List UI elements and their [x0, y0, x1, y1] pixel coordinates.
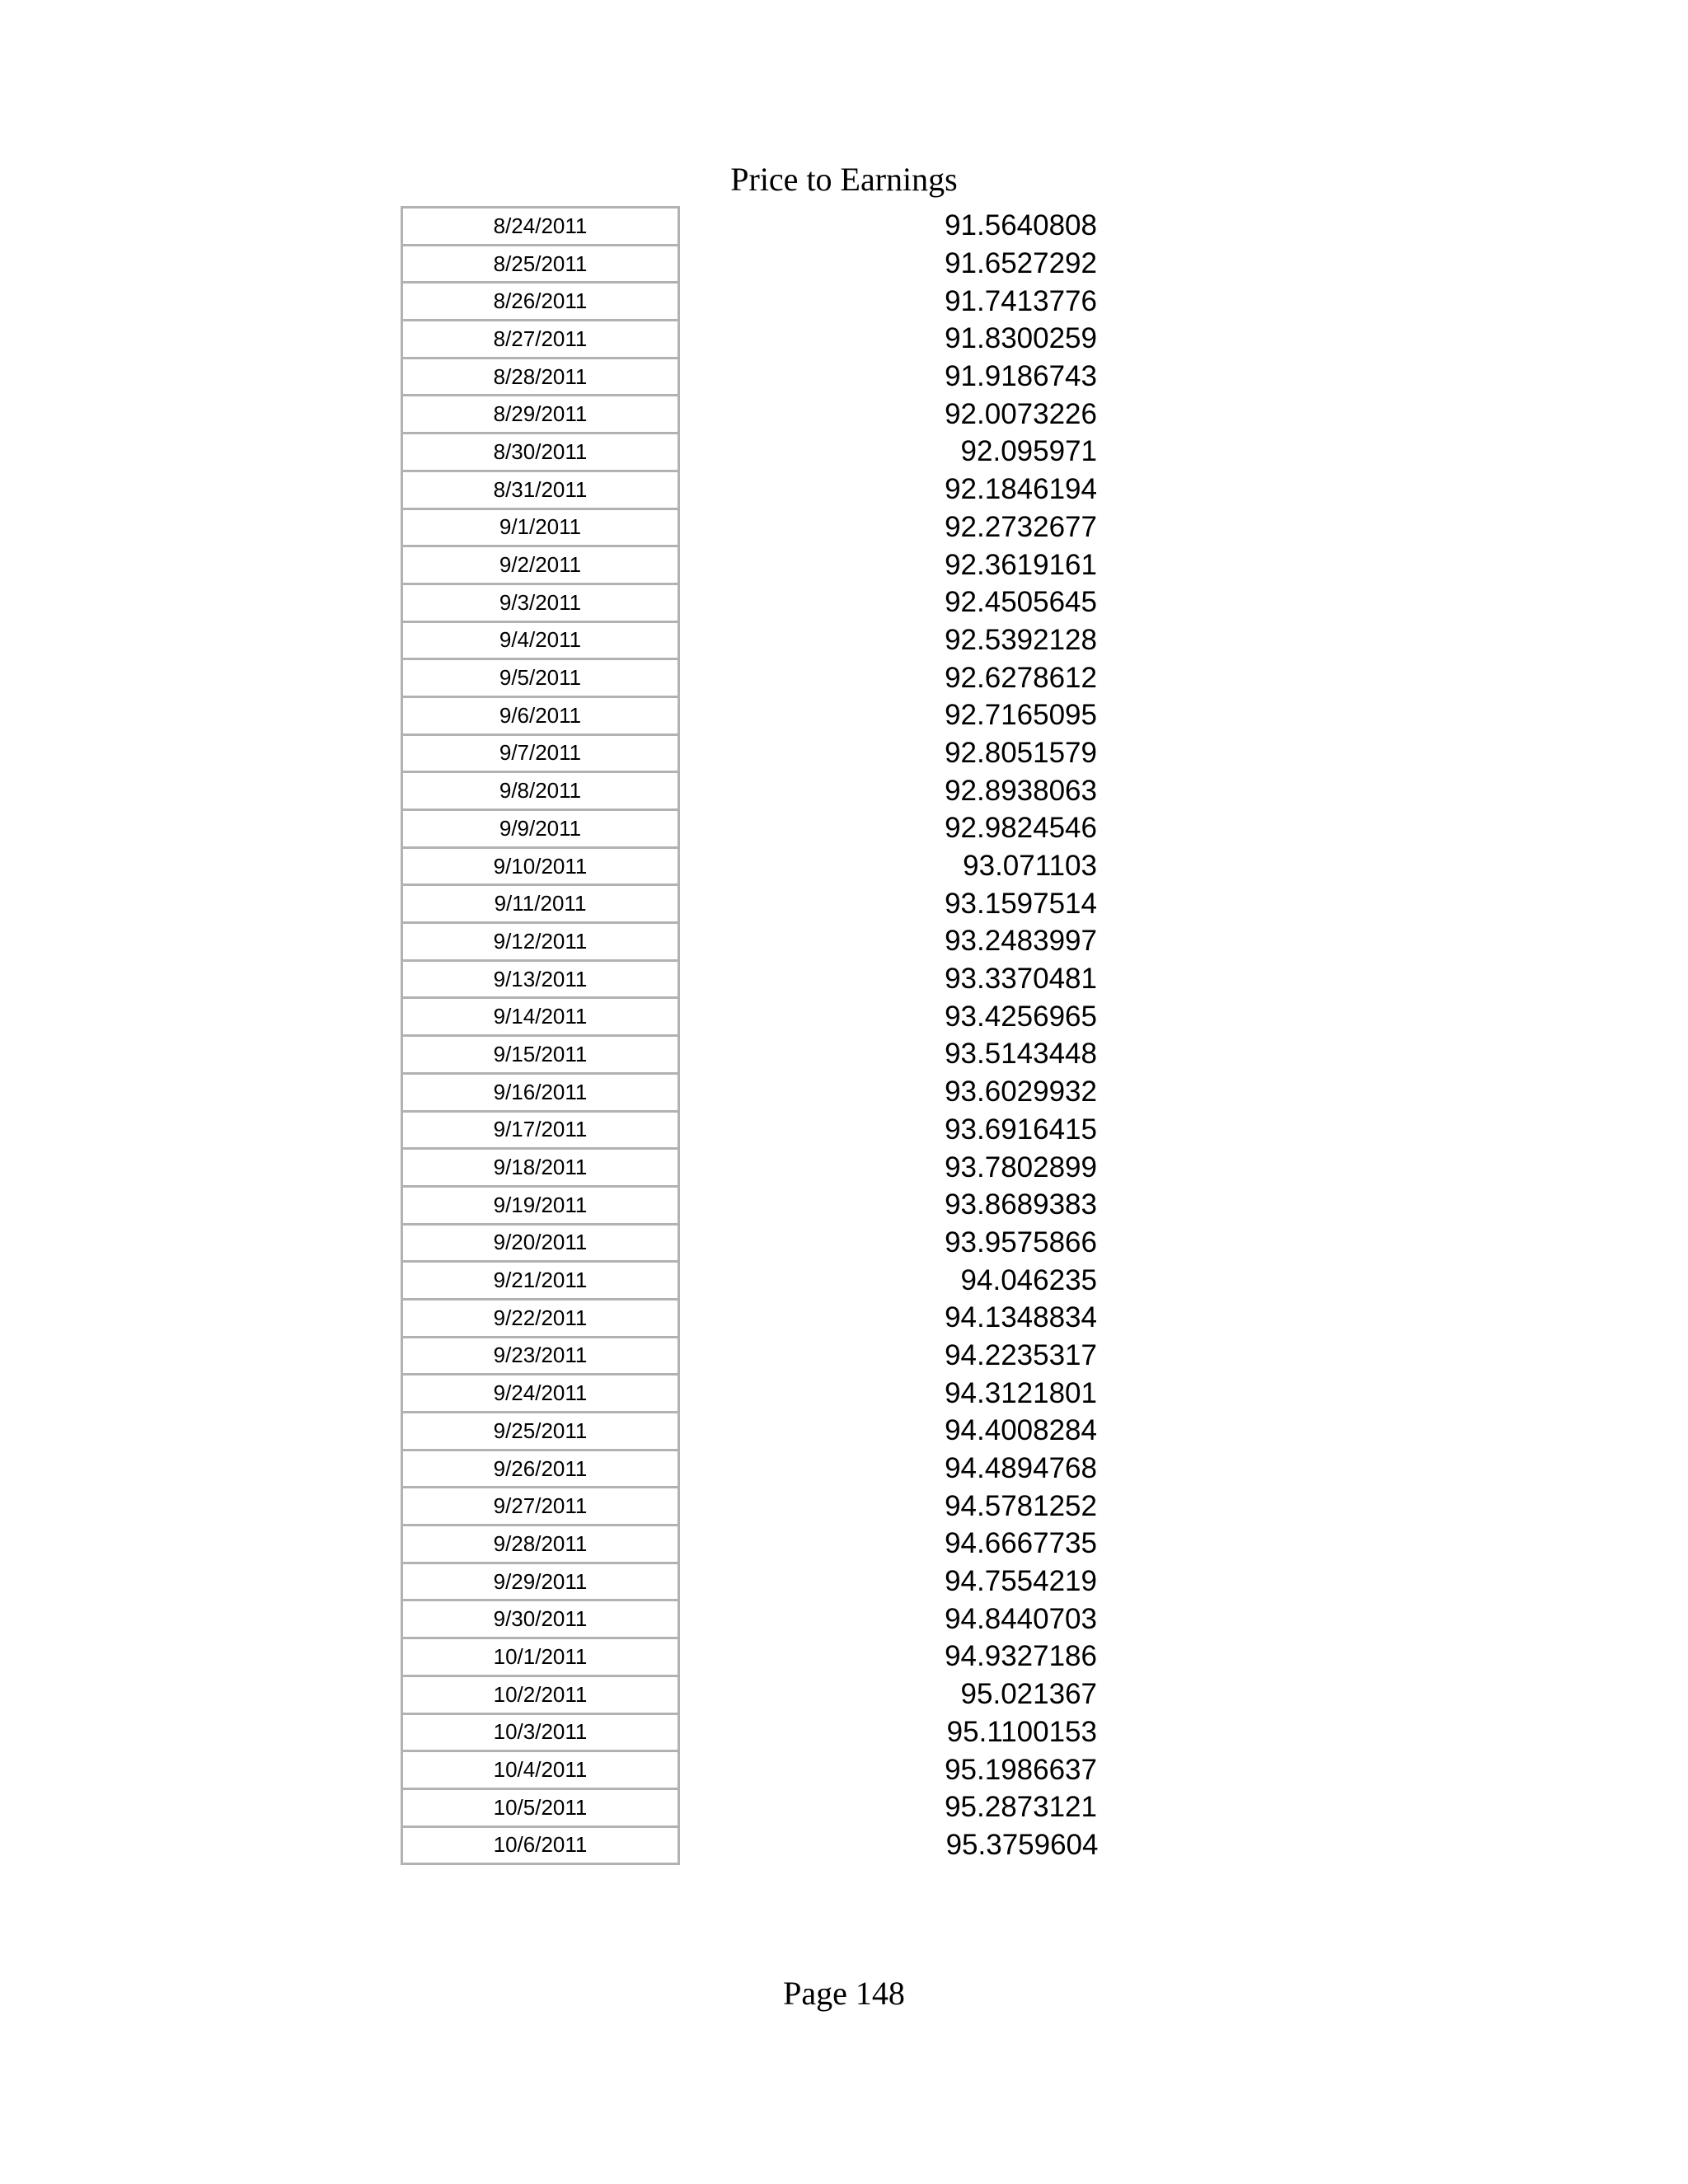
pe-value: 91.8300259: [945, 322, 1097, 355]
pe-value: 94.4008284: [945, 1414, 1097, 1447]
table-row: [402, 1751, 1301, 1789]
table-row: [402, 396, 1301, 434]
pe-value: 91.6527292: [945, 247, 1097, 280]
pe-value: 93.6029932: [945, 1076, 1097, 1108]
pe-value-cell: [679, 772, 1301, 810]
pe-value-cell: [679, 1186, 1301, 1224]
pe-value: 95.1986637: [945, 1753, 1097, 1786]
date-cell: 9/14/2011: [402, 998, 679, 1036]
pe-value-cell: [679, 1111, 1301, 1149]
pe-value: 94.5781252: [945, 1489, 1097, 1522]
pe-value-cell: [679, 1262, 1301, 1300]
pe-table: [401, 206, 1302, 1865]
table-row: [402, 734, 1301, 772]
table-row: [402, 1450, 1301, 1488]
pe-value-cell: [679, 1036, 1301, 1074]
date-cell: 9/26/2011: [402, 1450, 679, 1488]
table-row: [402, 1788, 1301, 1826]
pe-value: 91.5640808: [945, 209, 1097, 242]
table-row: [402, 1488, 1301, 1526]
table-row: [402, 1111, 1301, 1149]
table-row: [402, 1375, 1301, 1413]
pe-value: 92.0073226: [945, 397, 1097, 430]
date-cell: 8/31/2011: [402, 471, 679, 509]
pe-value-cell: [679, 1299, 1301, 1337]
pe-value-cell: [679, 1601, 1301, 1638]
pe-value-cell: [679, 1488, 1301, 1526]
date-cell: 9/9/2011: [402, 810, 679, 848]
date-cell: 10/3/2011: [402, 1713, 679, 1751]
pe-value-cell: [679, 1563, 1301, 1601]
pe-value: 94.6667735: [945, 1527, 1097, 1560]
table-row: [402, 1149, 1301, 1187]
pe-value-cell: [679, 358, 1301, 396]
table-row: [402, 1073, 1301, 1111]
date-cell: 9/1/2011: [402, 509, 679, 546]
date-cell: 8/25/2011: [402, 245, 679, 283]
pe-value-cell: [679, 960, 1301, 998]
page-number: Page 148: [783, 1975, 905, 2012]
pe-value: 92.2732677: [945, 510, 1097, 543]
pe-value-cell: [679, 1375, 1301, 1413]
pe-value: 95.1100153: [946, 1715, 1097, 1748]
date-cell: 9/5/2011: [402, 659, 679, 697]
date-cell: 9/17/2011: [402, 1111, 679, 1149]
table-row: [402, 1826, 1301, 1864]
date-cell: 9/30/2011: [402, 1601, 679, 1638]
table-row: [402, 1713, 1301, 1751]
date-cell: 9/23/2011: [402, 1337, 679, 1375]
pe-value: 92.7165095: [945, 699, 1097, 732]
date-cell: 9/11/2011: [402, 885, 679, 923]
pe-value-cell: [679, 1675, 1301, 1713]
pe-value: 95.021367: [960, 1678, 1097, 1711]
pe-value-cell: [679, 509, 1301, 546]
pe-value-cell: [679, 283, 1301, 321]
pe-value: 92.9824546: [945, 812, 1097, 845]
pe-value: 93.7802899: [945, 1151, 1097, 1183]
date-cell: 9/25/2011: [402, 1413, 679, 1451]
table-row: [402, 1036, 1301, 1074]
date-cell: 9/15/2011: [402, 1036, 679, 1074]
date-cell: 10/2/2011: [402, 1675, 679, 1713]
table-row: [402, 1526, 1301, 1563]
date-cell: 9/18/2011: [402, 1149, 679, 1187]
pe-value-cell: [679, 734, 1301, 772]
pe-value-cell: [679, 1788, 1301, 1826]
pe-value: 93.8689383: [945, 1188, 1097, 1221]
pe-value: 93.4256965: [945, 1000, 1097, 1033]
date-cell: 8/28/2011: [402, 358, 679, 396]
pe-value-cell: [679, 583, 1301, 621]
date-cell: 8/24/2011: [402, 208, 679, 246]
pe-value-cell: [679, 696, 1301, 734]
date-cell: 9/6/2011: [402, 696, 679, 734]
pe-value: 93.5143448: [945, 1038, 1097, 1071]
pe-value: 92.8938063: [945, 774, 1097, 807]
pe-value: 95.3759604: [945, 1828, 1099, 1861]
pe-value: 93.6916415: [945, 1113, 1097, 1146]
table-row: [402, 1186, 1301, 1224]
pe-value-cell: [679, 1450, 1301, 1488]
pe-value: 93.3370481: [945, 963, 1097, 996]
table-row: [402, 1563, 1301, 1601]
date-cell: 8/29/2011: [402, 396, 679, 434]
pe-value-cell: [679, 923, 1301, 961]
pe-value: 93.071103: [963, 850, 1097, 883]
pe-value-cell: [679, 885, 1301, 923]
pe-value: 91.7413776: [945, 284, 1097, 317]
page-title: Price to Earnings: [730, 161, 958, 198]
date-cell: 9/4/2011: [402, 621, 679, 659]
pe-value: 94.2235317: [945, 1338, 1097, 1371]
pe-value-cell: [679, 1713, 1301, 1751]
pe-value: 92.6278612: [945, 661, 1097, 694]
date-cell: 10/4/2011: [402, 1751, 679, 1789]
date-cell: 9/13/2011: [402, 960, 679, 998]
pe-value: 92.095971: [960, 435, 1097, 468]
pe-value: 91.9186743: [945, 360, 1097, 393]
date-cell: 9/3/2011: [402, 583, 679, 621]
date-cell: 9/27/2011: [402, 1488, 679, 1526]
table-row: [402, 1299, 1301, 1337]
table-body: [402, 208, 1301, 1864]
table-row: [402, 583, 1301, 621]
pe-value: 93.1597514: [945, 887, 1097, 920]
table-row: [402, 772, 1301, 810]
table-row: [402, 659, 1301, 697]
date-cell: 8/27/2011: [402, 321, 679, 359]
table-row: [402, 546, 1301, 584]
date-cell: 9/7/2011: [402, 734, 679, 772]
date-cell: 9/29/2011: [402, 1563, 679, 1601]
pe-value-cell: [679, 1826, 1301, 1864]
pe-value: 93.9575866: [945, 1226, 1097, 1258]
date-cell: 9/24/2011: [402, 1375, 679, 1413]
pe-value-cell: [679, 847, 1301, 885]
pe-value: 95.2873121: [945, 1791, 1097, 1824]
table-row: [402, 1224, 1301, 1262]
table-row: [402, 283, 1301, 321]
pe-value-cell: [679, 659, 1301, 697]
table-row: [402, 1337, 1301, 1375]
table-row: [402, 208, 1301, 246]
date-cell: 9/21/2011: [402, 1262, 679, 1300]
table-row: [402, 245, 1301, 283]
date-cell: 9/12/2011: [402, 923, 679, 961]
table-row: [402, 885, 1301, 923]
table-row: [402, 923, 1301, 961]
pe-value-cell: [679, 1413, 1301, 1451]
pe-value-cell: [679, 1526, 1301, 1563]
table-row: [402, 1262, 1301, 1300]
table-row: [402, 1601, 1301, 1638]
pe-value-cell: [679, 546, 1301, 584]
pe-value-cell: [679, 434, 1301, 471]
pe-value: 94.8440703: [945, 1602, 1097, 1635]
date-cell: 10/6/2011: [402, 1826, 679, 1864]
pe-value-cell: [679, 396, 1301, 434]
pe-value: 92.8051579: [945, 736, 1097, 769]
pe-value-cell: [679, 1638, 1301, 1676]
date-cell: 8/30/2011: [402, 434, 679, 471]
date-cell: 9/2/2011: [402, 546, 679, 584]
table-row: [402, 1675, 1301, 1713]
table-row: [402, 471, 1301, 509]
date-cell: 8/26/2011: [402, 283, 679, 321]
table-row: [402, 621, 1301, 659]
table-row: [402, 1413, 1301, 1451]
table-row: [402, 810, 1301, 848]
pe-value-cell: [679, 1149, 1301, 1187]
pe-value-cell: [679, 471, 1301, 509]
date-cell: 10/5/2011: [402, 1788, 679, 1826]
date-cell: 9/28/2011: [402, 1526, 679, 1563]
table-row: [402, 358, 1301, 396]
date-cell: 9/16/2011: [402, 1073, 679, 1111]
pe-value-cell: [679, 1073, 1301, 1111]
pe-value-cell: [679, 1751, 1301, 1789]
table-row: [402, 696, 1301, 734]
pe-value: 92.5392128: [945, 623, 1097, 656]
table-row: [402, 998, 1301, 1036]
pe-value: 94.3121801: [945, 1376, 1097, 1409]
pe-value-cell: [679, 810, 1301, 848]
pe-value-cell: [679, 245, 1301, 283]
table-row: [402, 847, 1301, 885]
date-cell: 9/22/2011: [402, 1299, 679, 1337]
table-row: [402, 509, 1301, 546]
date-cell: 9/10/2011: [402, 847, 679, 885]
pe-value: 94.4894768: [945, 1452, 1097, 1485]
pe-value: 92.4505645: [945, 586, 1097, 619]
pe-value: 92.1846194: [945, 473, 1097, 506]
pe-value: 94.1348834: [945, 1301, 1097, 1334]
pe-value: 94.9327186: [945, 1640, 1097, 1673]
table-row: [402, 321, 1301, 359]
table-row: [402, 1638, 1301, 1676]
pe-value-cell: [679, 1224, 1301, 1262]
pe-value: 93.2483997: [945, 925, 1097, 958]
pe-value: 92.3619161: [945, 548, 1097, 581]
pe-value: 94.046235: [960, 1263, 1097, 1296]
pe-value-cell: [679, 621, 1301, 659]
pe-value-cell: [679, 1337, 1301, 1375]
table-row: [402, 434, 1301, 471]
table-row: [402, 960, 1301, 998]
date-cell: 9/19/2011: [402, 1186, 679, 1224]
date-cell: 9/8/2011: [402, 772, 679, 810]
pe-value: 94.7554219: [945, 1565, 1097, 1598]
pe-value-cell: [679, 208, 1301, 246]
pe-value-cell: [679, 998, 1301, 1036]
pe-value-cell: [679, 321, 1301, 359]
date-cell: 9/20/2011: [402, 1224, 679, 1262]
date-cell: 10/1/2011: [402, 1638, 679, 1676]
